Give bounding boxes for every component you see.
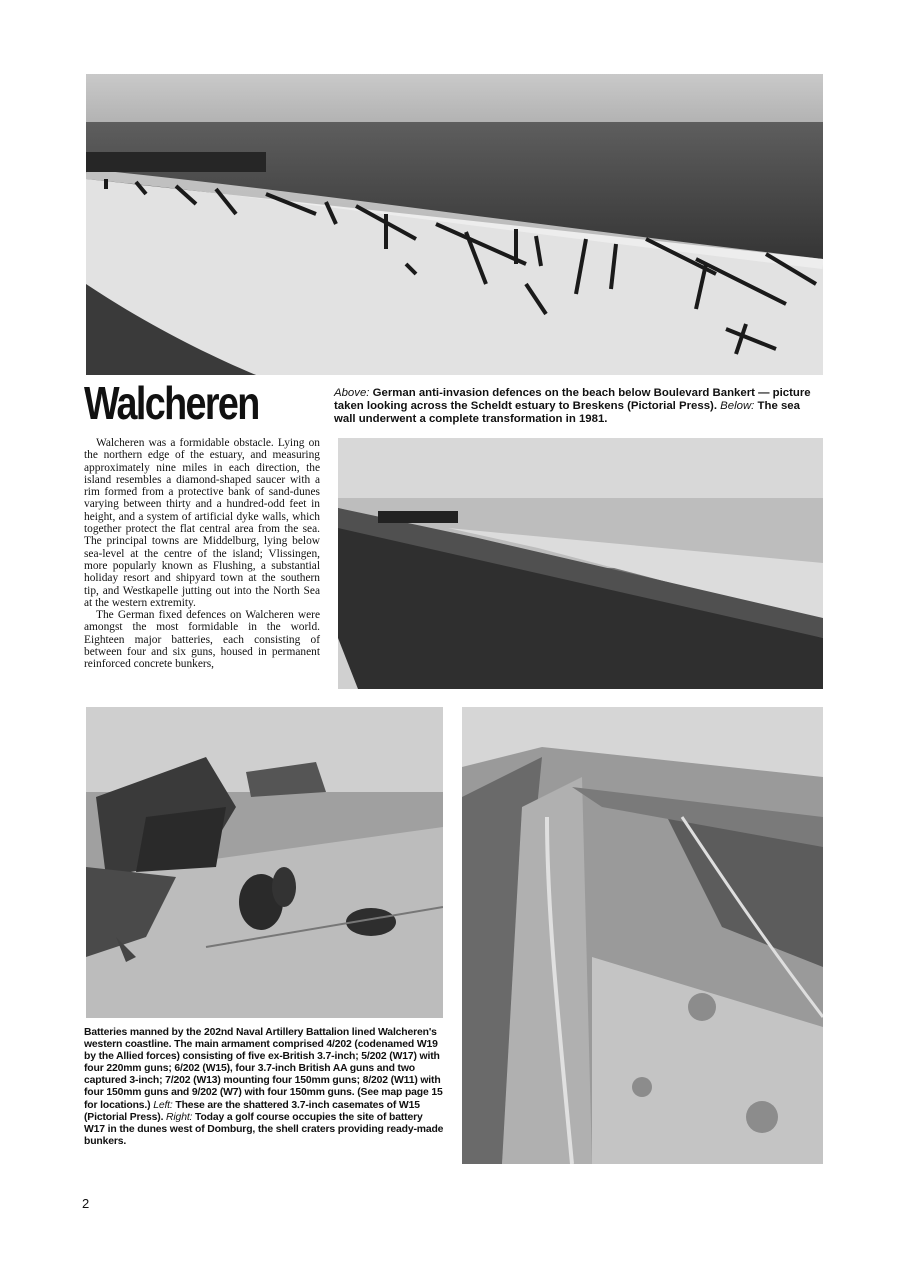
body-paragraph: The German fixed defences on Walcheren were amongst the most formidable in the world. Eighteen major batteries, each consisting of between four and six guns, housed in permanent reinforced concrete bunkers, — [84, 609, 320, 671]
photo-shattered-casemates — [86, 707, 443, 1018]
article-title: Walcheren — [84, 377, 259, 429]
photo-aerial-golf-course — [462, 707, 823, 1164]
beach-obstacles-image — [86, 74, 823, 375]
caption-left-label: Left: — [153, 1099, 173, 1111]
caption-below-text: The sea wall underwent a complete transformation in 1981. — [334, 400, 800, 425]
caption-left-text: These are the shattered 3.7-inch casemates of W15 (Pictorial Press). — [84, 1099, 420, 1123]
caption-above-text: German anti-invasion defences on the beach below Boulevard Bankert — picture taken looking across the Scheldt estuary to Breskens (Pictorial Press). — [334, 387, 811, 412]
photo-beach-obstacles — [86, 74, 823, 375]
caption-right-text: Today a golf course occupies the site of battery W17 in the dunes west of Domburg, the shell craters providing ready-made bunkers. — [84, 1111, 444, 1147]
body-text-column — [84, 437, 320, 671]
page-number: 2 — [82, 1196, 90, 1211]
body-paragraph: Walcheren was a formidable obstacle. Lying on the northern edge of the estuary, and measuring approximately nine miles in each direction, the island resembles a diamond-shaped saucer with a rim formed from a protective bank of sand-dunes varying between thirty and a hundred-odd feet in height, and a system of artificial dyke walls, which together protect the flat central area from the sea. The principal towns are Middelburg, lying below sea-level at the centre of the island; Vlissingen, more popularly known as Flushing, a substantial holiday resort and shipyard town at the southern tip, and Westkapelle jutting out into the North Sea at the western extremity. — [84, 437, 320, 609]
bottom-caption — [84, 1027, 446, 1148]
sea-wall-image — [338, 438, 823, 689]
top-caption — [334, 387, 824, 426]
caption-below-label: Below: — [720, 400, 755, 412]
aerial-golf-course-image — [462, 707, 823, 1164]
caption-main-text: Batteries manned by the 202nd Naval Artillery Battalion lined Walcheren's western coastline. The main armament comprised 4/202 (codenamed W19 by the Allied forces) consisting of five ex-British 3.7-inch; 5/202 (W17) with four 220mm guns; 6/202 (W15), four 3.7-inch British AA guns and two captured 3-inch; 7/202 (W13) mounting four 150mm guns; 8/202 (W11) with four 150mm guns and 9/202 (W7) with four 150mm guns. (See map page 15 for locations.) — [84, 1027, 443, 1111]
casemates-image — [86, 707, 443, 1018]
caption-right-label: Right: — [166, 1111, 193, 1123]
caption-above-label: Above: — [334, 387, 370, 399]
photo-sea-wall-1981 — [338, 438, 823, 689]
